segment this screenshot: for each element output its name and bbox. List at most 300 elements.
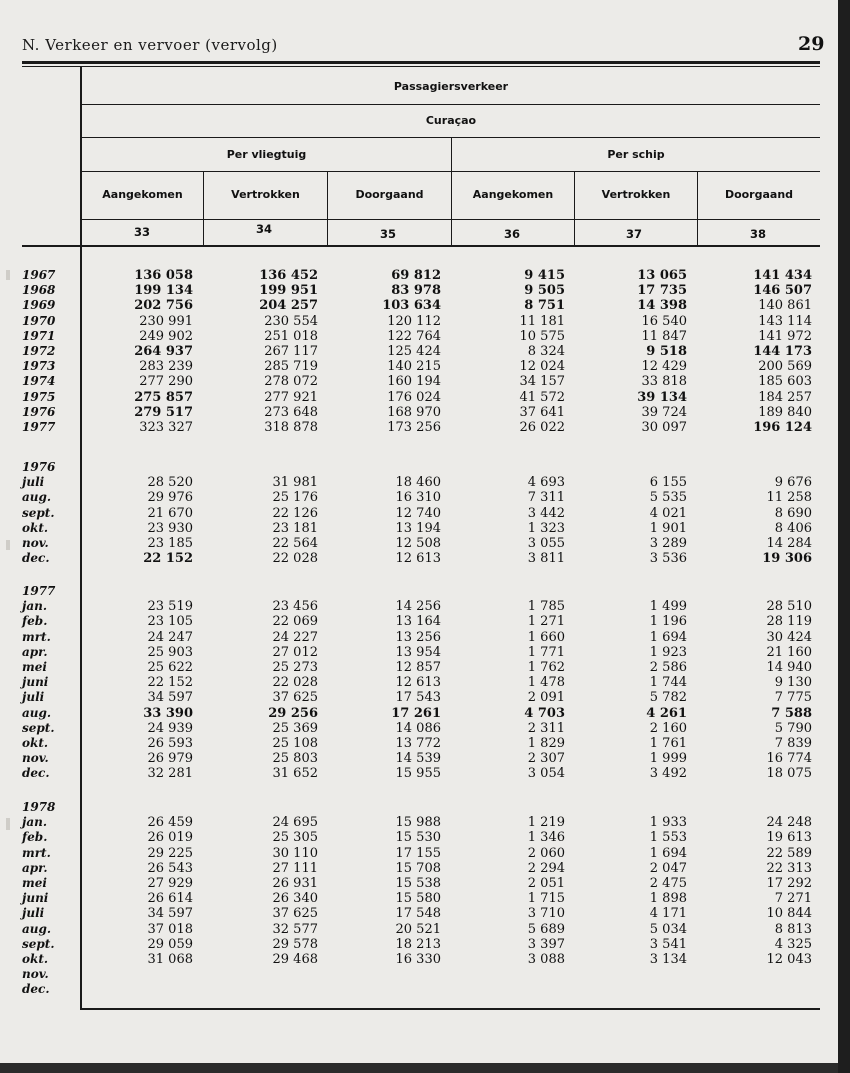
header-col-label: Aangekomen: [102, 188, 183, 201]
table-cell: 15 988: [395, 815, 441, 831]
margin-mark: [6, 818, 10, 830]
table-cell: 285 719: [264, 359, 318, 375]
table-cell: 1 999: [649, 751, 687, 767]
table-cell: 22 028: [272, 675, 318, 691]
book-edge: [838, 0, 850, 1073]
table-cell: 17 548: [395, 906, 441, 922]
table-cell: 37 018: [147, 921, 193, 937]
table-cell: 22 126: [272, 505, 318, 521]
table-cell: 141 972: [758, 328, 812, 344]
row-label: okt.: [22, 520, 49, 535]
table-cell: 3 134: [649, 952, 687, 967]
table-cell: 18 213: [395, 936, 441, 952]
table-cell: 28 510: [766, 599, 812, 615]
table-cell: 23 185: [147, 536, 193, 551]
table-cell: 3 536: [649, 551, 687, 567]
table-cell: 8 406: [774, 520, 812, 536]
row-label: jan.: [22, 815, 48, 830]
table-cell: 8 324: [527, 344, 565, 359]
table-cell: 13 194: [395, 520, 441, 536]
table-cell: 3 088: [527, 952, 565, 967]
col-divider-4: [574, 172, 575, 245]
table-cell: 1 346: [527, 830, 565, 846]
table-cell: 7 839: [774, 736, 812, 751]
table-cell: 83 978: [391, 283, 441, 299]
table-cell: 20 521: [395, 921, 441, 937]
table-cell: 168 970: [387, 404, 441, 420]
table-cell: 8 690: [774, 505, 812, 521]
table-cell: 24 248: [766, 815, 812, 831]
table-cell: 23 930: [147, 520, 193, 536]
section-title: N. Verkeer en vervoer (vervolg): [22, 36, 278, 54]
table-cell: 23 181: [272, 520, 318, 536]
header-bottom-rule: [22, 245, 820, 247]
table-cell: 39 134: [637, 389, 687, 405]
table-cell: 1 219: [527, 815, 565, 831]
table-cell: 34 597: [147, 690, 193, 706]
row-label: aug.: [22, 705, 52, 720]
table-cell: 1 660: [527, 629, 565, 645]
table-cell: 15 530: [395, 830, 441, 846]
header-curacao: Curaçao: [425, 114, 477, 127]
table-cell: 21 670: [147, 505, 193, 521]
row-label: 1969: [22, 298, 56, 313]
table-cell: 26 543: [147, 860, 193, 876]
col-divider-5: [697, 172, 698, 245]
table-cell: 200 569: [758, 359, 812, 375]
table-cell: 27 012: [272, 644, 318, 660]
table-cell: 3 541: [649, 936, 687, 952]
table-cell: 4 261: [646, 705, 687, 721]
table-cell: 24 247: [147, 629, 193, 645]
table-cell: 28 520: [147, 475, 193, 491]
row-label: 1976: [22, 460, 56, 474]
row-label: mrt.: [22, 629, 51, 644]
table-cell: 30 110: [272, 845, 318, 861]
row-label: 1977: [22, 420, 56, 434]
column-number: 33: [133, 225, 150, 239]
table-cell: 26 614: [147, 891, 193, 907]
table-cell: 26 340: [272, 891, 318, 907]
table-cell: 2 160: [649, 720, 687, 736]
table-cell: 2 294: [527, 860, 565, 876]
table-cell: 33 818: [641, 374, 687, 390]
row-label: 1975: [22, 389, 56, 404]
bottom-rule: [82, 1008, 820, 1010]
table-cell: 25 305: [272, 830, 318, 846]
table-cell: 25 903: [147, 644, 193, 660]
table-cell: 103 634: [382, 298, 441, 314]
table-cell: 17 292: [766, 876, 812, 891]
table-cell: 1 761: [649, 736, 687, 751]
table-cell: 26 931: [272, 876, 318, 891]
table-cell: 16 330: [395, 952, 441, 967]
table-cell: 277 921: [264, 389, 318, 405]
table-cell: 136 058: [134, 268, 193, 283]
table-cell: 15 708: [395, 860, 441, 876]
table-cell: 26 019: [147, 830, 193, 846]
table-cell: 9 518: [646, 344, 687, 359]
table-cell: 2 051: [527, 876, 565, 891]
row-label: 1974: [22, 374, 56, 389]
table-cell: 39 724: [641, 404, 687, 420]
table-cell: 141 434: [753, 268, 812, 283]
table-cell: 3 397: [527, 936, 565, 952]
table-cell: 12 613: [395, 675, 441, 691]
table-cell: 31 652: [272, 766, 318, 782]
header-by-air: Per vliegtuig: [226, 148, 307, 161]
table-cell: 9 415: [524, 268, 565, 283]
row-label: dec.: [22, 766, 50, 781]
table-cell: 230 991: [139, 313, 193, 329]
table-cell: 4 325: [774, 936, 812, 952]
table-cell: 34 157: [519, 374, 565, 390]
table-cell: 5 034: [649, 921, 687, 937]
table-cell: 15 955: [395, 766, 441, 782]
table-cell: 23 519: [147, 599, 193, 615]
table-cell: 279 517: [134, 404, 193, 420]
table-cell: 7 775: [774, 690, 812, 706]
table-cell: 24 939: [147, 720, 193, 736]
header-by-ship: Per schip: [607, 148, 665, 161]
table-cell: 196 124: [753, 420, 812, 435]
row-label: sept.: [22, 936, 55, 951]
table-cell: 173 256: [387, 420, 441, 435]
table-cell: 264 937: [134, 344, 193, 359]
table-cell: 24 695: [272, 815, 318, 831]
table-cell: 14 256: [395, 599, 441, 615]
row-label: sept.: [22, 720, 55, 735]
row-label: feb.: [22, 830, 48, 845]
table-cell: 12 613: [395, 551, 441, 567]
table-cell: 13 065: [637, 268, 687, 283]
table-cell: 27 929: [147, 876, 193, 891]
stub-column-divider: [80, 66, 82, 1010]
table-cell: 7 271: [774, 891, 812, 907]
table-cell: 8 751: [524, 298, 565, 314]
table-cell: 17 543: [395, 690, 441, 706]
table-cell: 204 257: [259, 298, 318, 314]
table-cell: 1 785: [527, 599, 565, 615]
table-cell: 8 813: [774, 921, 812, 937]
table-cell: 1 762: [527, 660, 565, 675]
table-cell: 12 024: [519, 359, 565, 375]
table-cell: 1 933: [649, 815, 687, 831]
table-cell: 120 112: [387, 313, 441, 329]
table-cell: 29 976: [147, 490, 193, 506]
table-cell: 267 117: [264, 344, 318, 359]
table-cell: 1 744: [649, 675, 687, 691]
table-cell: 5 790: [774, 720, 812, 736]
table-cell: 25 622: [147, 660, 193, 675]
table-cell: 19 613: [766, 830, 812, 846]
table-cell: 30 424: [766, 629, 812, 645]
header-col-label: Doorgaand: [355, 188, 424, 201]
column-number: 37: [625, 227, 642, 241]
table-cell: 4 171: [649, 906, 687, 922]
table-cell: 30 097: [641, 420, 687, 435]
table-cell: 3 710: [527, 906, 565, 922]
row-label: feb.: [22, 614, 48, 629]
table-cell: 33 390: [143, 705, 193, 721]
row-label: sept.: [22, 505, 55, 520]
table-cell: 14 086: [395, 720, 441, 736]
table-cell: 26 593: [147, 736, 193, 751]
header-passenger-traffic: Passagiersverkeer: [393, 80, 509, 93]
table-cell: 25 176: [272, 490, 318, 506]
table-cell: 25 803: [272, 751, 318, 767]
table-cell: 69 812: [391, 268, 441, 283]
table-cell: 5 782: [649, 690, 687, 706]
table-cell: 22 564: [272, 536, 318, 551]
table-cell: 25 273: [272, 660, 318, 675]
table-cell: 37 641: [519, 404, 565, 420]
table-cell: 4 703: [524, 705, 565, 721]
row-label: nov.: [22, 967, 49, 982]
row-label: 1968: [22, 283, 56, 298]
row-label: 1973: [22, 359, 56, 374]
top-thick-rule: [22, 61, 820, 64]
table-cell: 199 951: [259, 283, 318, 299]
row-label: mrt.: [22, 845, 51, 860]
row-label: aug.: [22, 490, 52, 505]
table-cell: 27 111: [272, 860, 318, 876]
table-cell: 2 311: [527, 720, 565, 736]
table-cell: 22 313: [766, 860, 812, 876]
table-cell: 22 152: [147, 675, 193, 691]
table-cell: 32 577: [272, 921, 318, 937]
table-cell: 160 194: [387, 374, 441, 390]
table-cell: 7 588: [771, 705, 812, 721]
table-cell: 29 468: [272, 952, 318, 967]
row-label: okt.: [22, 736, 49, 750]
page-number: 29: [798, 33, 825, 55]
row-label: apr.: [22, 860, 48, 875]
table-cell: 25 108: [272, 736, 318, 751]
table-cell: 2 307: [527, 751, 565, 767]
table-cell: 1 323: [527, 520, 565, 536]
table-cell: 3 811: [527, 551, 565, 567]
table-cell: 1 898: [649, 891, 687, 907]
row-label: dec.: [22, 551, 50, 566]
table-cell: 278 072: [264, 374, 318, 390]
table-cell: 14 940: [766, 660, 812, 675]
table-cell: 230 554: [264, 313, 318, 329]
table-cell: 1 499: [649, 599, 687, 615]
column-number: 34: [255, 222, 272, 236]
row-label: juli: [22, 906, 45, 921]
row-label: juli: [22, 475, 45, 490]
table-cell: 16 540: [641, 313, 687, 329]
table-cell: 18 460: [395, 475, 441, 491]
table-cell: 251 018: [264, 328, 318, 344]
table-cell: 1 553: [649, 830, 687, 846]
column-number: 36: [503, 227, 520, 241]
table-cell: 16 774: [766, 751, 812, 767]
table-cell: 3 492: [649, 766, 687, 782]
table-cell: 2 060: [527, 845, 565, 861]
table-cell: 275 857: [134, 389, 193, 405]
table-cell: 5 535: [649, 490, 687, 506]
table-cell: 22 069: [272, 614, 318, 630]
table-cell: 125 424: [387, 344, 441, 359]
table-cell: 3 054: [527, 766, 565, 782]
row-label: 1970: [22, 313, 56, 328]
table-cell: 5 689: [527, 921, 565, 937]
row-label: okt.: [22, 952, 49, 966]
table-cell: 34 597: [147, 906, 193, 922]
table-cell: 12 429: [641, 359, 687, 375]
row-label: juni: [22, 675, 49, 690]
table-cell: 1 694: [649, 845, 687, 861]
table-cell: 23 456: [272, 599, 318, 615]
row-label: 1967: [22, 268, 56, 282]
table-cell: 17 261: [391, 705, 441, 721]
table-cell: 9 676: [774, 475, 812, 491]
table-cell: 7 311: [527, 490, 565, 506]
table-cell: 22 028: [272, 551, 318, 567]
table-cell: 12 740: [395, 505, 441, 521]
col-divider-2: [327, 172, 328, 245]
table-cell: 10 844: [766, 906, 812, 922]
table-cell: 273 648: [264, 404, 318, 420]
table-cell: 22 589: [766, 845, 812, 861]
table-cell: 1 923: [649, 644, 687, 660]
top-thin-rule: [22, 66, 820, 67]
table-cell: 15 538: [395, 876, 441, 891]
table-cell: 1 901: [649, 520, 687, 536]
table-cell: 26 022: [519, 420, 565, 435]
table-cell: 202 756: [134, 298, 193, 314]
table-cell: 1 715: [527, 891, 565, 907]
row-label: mei: [22, 660, 47, 674]
table-cell: 25 369: [272, 720, 318, 736]
table-cell: 17 735: [637, 283, 687, 299]
table-cell: 2 091: [527, 690, 565, 706]
table-cell: 22 152: [143, 551, 193, 567]
table-cell: 12 043: [766, 952, 812, 967]
row-label: nov.: [22, 536, 49, 550]
row-label: nov.: [22, 751, 49, 766]
margin-mark: [6, 270, 10, 280]
table-cell: 2 047: [649, 860, 687, 876]
table-cell: 199 134: [134, 283, 193, 299]
table-cell: 318 878: [264, 420, 318, 435]
table-cell: 10 575: [519, 328, 565, 344]
table-cell: 3 289: [649, 536, 687, 551]
table-cell: 37 625: [272, 906, 318, 922]
margin-mark: [6, 540, 10, 550]
table-cell: 11 847: [641, 328, 687, 344]
table-cell: 19 306: [762, 551, 812, 567]
row-label: mei: [22, 876, 47, 890]
table-cell: 323 327: [139, 420, 193, 435]
table-cell: 37 625: [272, 690, 318, 706]
table-cell: 140 215: [387, 359, 441, 375]
row-label: 1971: [22, 328, 56, 343]
table-cell: 185 603: [758, 374, 812, 390]
table-cell: 14 539: [395, 751, 441, 767]
table-cell: 9 505: [524, 283, 565, 299]
table-cell: 4 021: [649, 505, 687, 521]
header-col-label: Vertrokken: [231, 188, 300, 201]
table-cell: 1 694: [649, 629, 687, 645]
table-cell: 176 024: [387, 389, 441, 405]
table-cell: 26 459: [147, 815, 193, 831]
row-label: 1977: [22, 584, 56, 598]
row-label: dec.: [22, 982, 50, 997]
table-cell: 144 173: [753, 344, 812, 359]
table-cell: 29 256: [268, 705, 318, 721]
table-cell: 13 164: [395, 614, 441, 630]
table-cell: 6 155: [649, 475, 687, 491]
table-cell: 12 508: [395, 536, 441, 551]
table-cell: 122 764: [387, 328, 441, 344]
rule-under-group: [82, 104, 820, 105]
table-cell: 140 861: [758, 298, 812, 314]
row-label: juni: [22, 891, 49, 906]
table-cell: 1 771: [527, 644, 565, 660]
table-cell: 21 160: [766, 644, 812, 660]
row-label: 1976: [22, 404, 56, 419]
table-cell: 41 572: [519, 389, 565, 405]
header-col-label: Vertrokken: [601, 188, 671, 201]
col-divider-1: [203, 172, 204, 245]
column-number: 38: [749, 227, 766, 241]
table-cell: 29 225: [147, 845, 193, 861]
table-cell: 1 271: [527, 614, 565, 630]
row-label: jan.: [22, 599, 48, 614]
table-cell: 184 257: [758, 389, 812, 405]
table-cell: 136 452: [259, 268, 318, 283]
table-cell: 26 979: [147, 751, 193, 767]
table-cell: 16 310: [395, 490, 441, 506]
table-cell: 11 181: [519, 313, 565, 329]
table-cell: 32 281: [147, 766, 193, 782]
table-cell: 2 475: [649, 876, 687, 891]
table-cell: 3 055: [527, 536, 565, 551]
row-label: juli: [22, 690, 45, 705]
table-cell: 18 075: [766, 766, 812, 782]
table-cell: 1 478: [527, 675, 565, 691]
table-cell: 14 284: [766, 536, 812, 551]
table-cell: 4 693: [527, 475, 565, 491]
table-cell: 31 981: [272, 475, 318, 491]
column-number: 35: [379, 227, 396, 241]
table-cell: 277 290: [139, 374, 193, 390]
table-cell: 13 954: [395, 644, 441, 660]
table-cell: 13 256: [395, 629, 441, 645]
table-cell: 12 857: [395, 660, 441, 675]
row-label: 1978: [22, 800, 56, 814]
table-cell: 1 829: [527, 736, 565, 751]
header-col-label: Doorgaand: [724, 188, 794, 201]
table-cell: 249 902: [139, 328, 193, 344]
table-cell: 2 586: [649, 660, 687, 675]
table-cell: 3 442: [527, 505, 565, 521]
table-cell: 17 155: [395, 845, 441, 861]
table-cell: 29 578: [272, 936, 318, 952]
table-cell: 31 068: [147, 952, 193, 967]
table-cell: 29 059: [147, 936, 193, 952]
table-cell: 146 507: [753, 283, 812, 299]
row-label: 1972: [22, 344, 56, 358]
row-label: apr.: [22, 644, 48, 659]
table-cell: 13 772: [395, 736, 441, 751]
table-cell: 1 196: [649, 614, 687, 630]
table-cell: 283 239: [139, 359, 193, 375]
table-cell: 28 119: [766, 614, 812, 630]
